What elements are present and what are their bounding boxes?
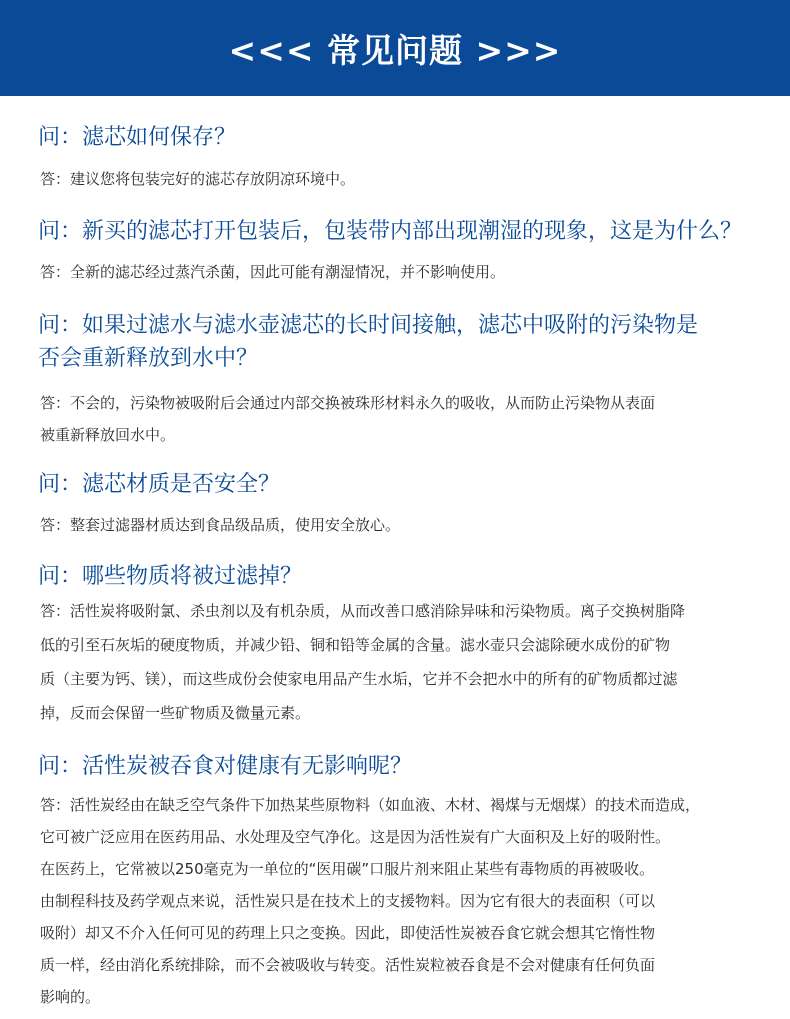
faq-answer-3-line-1: 答：不会的，污染物被吸附后会通过内部交换被珠形材料永久的吸收，从而防止污染物从表面 xyxy=(40,394,656,412)
faq-question-4-line-1: 问：滤芯材质是否安全？ xyxy=(38,472,281,497)
faq-answer-6-line-7: 影响的。 xyxy=(40,988,101,1006)
faq-question-3-line-2: 否会重新释放到水中？ xyxy=(38,346,259,371)
faq-answer-5-line-1: 答：活性炭将吸附氯、杀虫剂以及有机杂质，从而改善口感消除异味和污染物质。离子交换树脂降 xyxy=(40,602,686,620)
faq-answer-5-line-3: 质（主要为钙、镁），而这些成份会使家电用品产生水垢，它并不会把水中的所有的矿物质都过滤 xyxy=(40,670,678,688)
faq-answer-6-line-3: 在医药上，它常被以250毫克为一单位的“医用碳”口服片剂来阻止某些有毒物质的再被吸收。 xyxy=(40,860,655,878)
faq-answer-5-line-2: 低的引至石灰垢的硬度物质，并减少铅、铜和铅等金属的含量。滤水壶只会滤除硬水成份的矿物 xyxy=(40,636,671,654)
faq-question-2-line-1: 问：新买的滤芯打开包装后，包装带内部出现潮湿的现象，这是为什么？ xyxy=(38,219,743,244)
faq-answer-1-line-1: 答：建议您将包装完好的滤芯存放阴凉环境中。 xyxy=(40,170,356,188)
faq-answer-3-line-2: 被重新释放回水中。 xyxy=(40,426,176,444)
faq-answer-6-line-2: 它可被广泛应用在医药用品、水处理及空气净化。这是因为活性炭有广大面积及上好的吸附性。 xyxy=(40,828,671,846)
faq-answer-2-line-1: 答：全新的滤芯经过蒸汽杀菌，因此可能有潮湿情况，并不影响使用。 xyxy=(40,263,506,281)
faq-question-3-line-1: 问：如果过滤水与滤水壶滤芯的长时间接触，滤芯中吸附的污染物是 xyxy=(38,313,699,338)
faq-header-banner xyxy=(0,0,790,96)
faq-answer-6-line-4: 由制程科技及药学观点来说，活性炭只是在技术上的支援物料。因为它有很大的表面积（可以 xyxy=(40,892,656,910)
faq-answer-6-line-1: 答：活性炭经由在缺乏空气条件下加热某些原物料（如血液、木材、褐煤与无烟煤）的技术而造成， xyxy=(40,796,701,814)
faq-answer-5-line-4: 掉，反而会保留一些矿物质及微量元素。 xyxy=(40,704,311,722)
faq-question-6-line-1: 问：活性炭被吞食对健康有无影响呢？ xyxy=(38,754,413,779)
faq-answer-6-line-6: 质一样，经由消化系统排除，而不会被吸收与转变。活性炭粒被吞食是不会对健康有任何负面 xyxy=(40,956,656,974)
faq-answer-4-line-1: 答：整套过滤器材质达到食品级品质，使用安全放心。 xyxy=(40,516,401,534)
faq-answer-6-line-5: 吸附）却又不介入任何可见的药理上只之变换。因此，即使活性炭被吞食它就会想其它惰性物 xyxy=(40,924,656,942)
page-title: <<< 常见问题 >>> xyxy=(228,30,562,70)
faq-question-5-line-1: 问：哪些物质将被过滤掉？ xyxy=(38,564,303,589)
faq-question-1-line-1: 问：滤芯如何保存？ xyxy=(38,125,237,150)
